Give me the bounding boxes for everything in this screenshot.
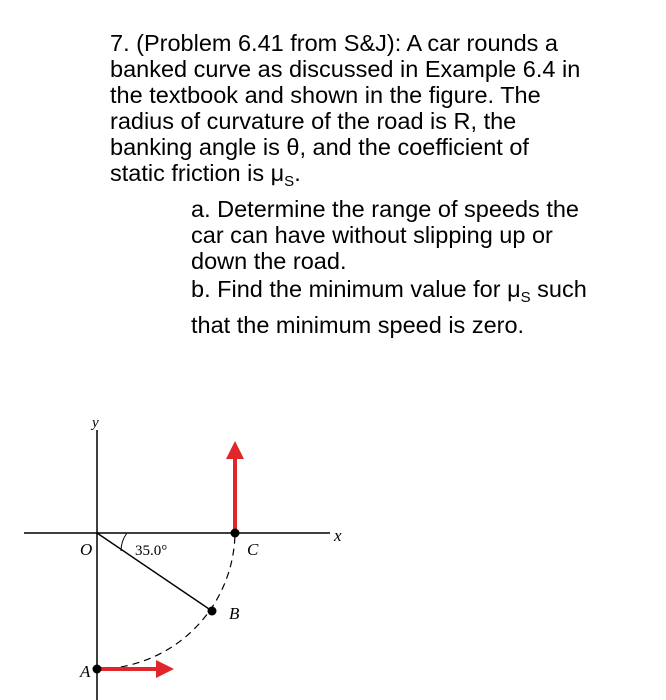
part-b-text: b. Find the minimum value for μ [191, 276, 521, 302]
origin-label: O [80, 540, 93, 559]
y-axis-label: y [92, 415, 99, 431]
part-a-line-1: a. Determine the range of speeds the [191, 196, 579, 222]
part-a-line-3: down the road. [191, 248, 347, 274]
part-a-line-2: car can have without slipping up or [191, 222, 553, 248]
point-a-label: A [80, 662, 91, 681]
problem-line-2: banked curve as discussed in Example 6.4 in [110, 56, 581, 82]
point-c-label: C [247, 540, 259, 559]
mu-subscript: S [284, 173, 295, 190]
point-b-label: B [229, 604, 240, 623]
problem-line-3: the textbook and shown in the figure. The [110, 82, 541, 108]
problem-line-5: banking angle is θ, and the coefficient of [110, 134, 529, 160]
x-axis-label: x [334, 526, 342, 545]
part-b-line-2: that the minimum speed is zero. [191, 312, 525, 338]
problem-line-4: radius of curvature of the road is R, the [110, 108, 517, 134]
point-b-dot [208, 607, 217, 616]
problem-line-6-text: static friction is μ [110, 160, 285, 186]
problem-line-1: 7. (Problem 6.41 from S&J): A car rounds a [110, 30, 559, 56]
point-c-dot [231, 529, 240, 538]
mu-subscript-b: S [520, 289, 531, 306]
angle-label: 35.0° [135, 543, 168, 559]
problem-line-6-end: . [294, 160, 301, 186]
part-b-end: such [530, 276, 587, 302]
angle-arc [121, 533, 127, 551]
point-a-dot [93, 665, 102, 674]
